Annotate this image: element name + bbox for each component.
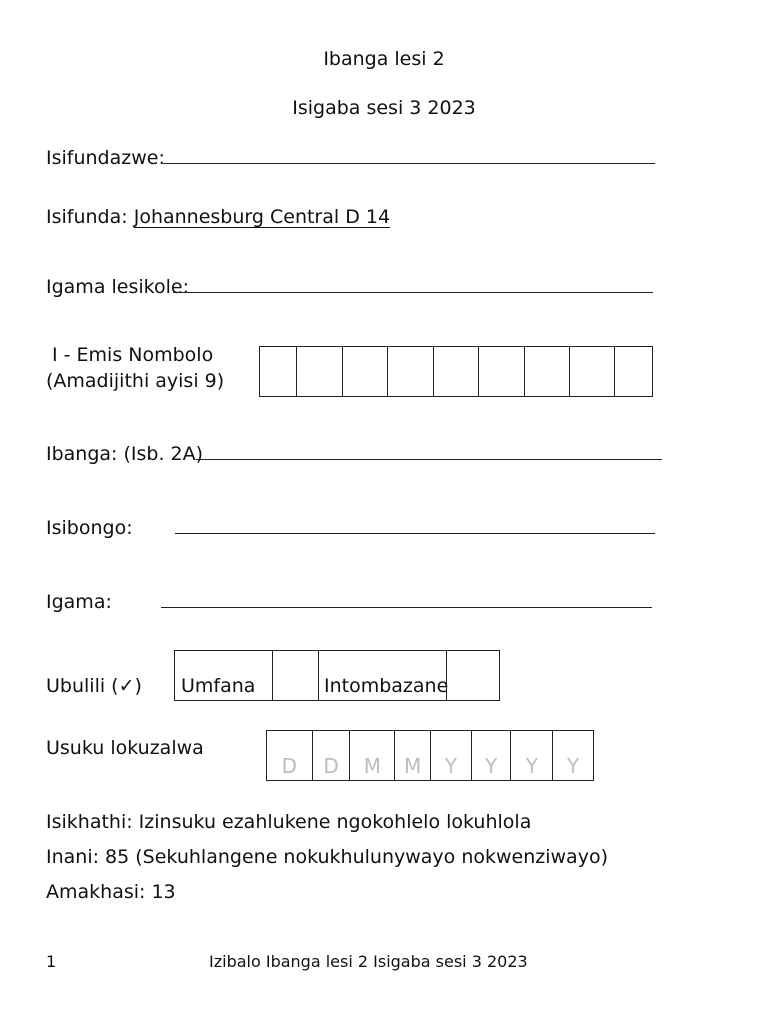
- gender-table: [174, 650, 500, 701]
- dob-grid[interactable]: [266, 730, 594, 781]
- province-label: Isifundazwe:: [46, 147, 165, 169]
- dob-year-box[interactable]: Y: [567, 754, 580, 778]
- page-title: Ibanga lesi 2: [323, 48, 445, 70]
- footer-text: Izibalo Ibanga lesi 2 Isigaba sesi 3 2023: [209, 952, 528, 971]
- district-value: Johannesburg Central D 14: [133, 206, 391, 228]
- gender-option-girl: Intombazane: [324, 675, 449, 697]
- district-row: [46, 206, 390, 228]
- grade-field[interactable]: [196, 459, 662, 460]
- emis-digit-box[interactable]: [434, 347, 479, 396]
- emis-digit-box[interactable]: [260, 347, 297, 396]
- dob-year-box[interactable]: Y: [511, 731, 553, 780]
- gender-option-boy: Umfana: [181, 675, 256, 697]
- emis-digit-box[interactable]: [297, 347, 343, 396]
- emis-digit-box[interactable]: [343, 347, 389, 396]
- emis-hint: (Amadijithi ayisi 9): [46, 370, 225, 392]
- time-info: Isikhathi: Izinsuku ezahlukene ngokohlelo lokuhlola: [46, 811, 532, 833]
- province-field[interactable]: [163, 163, 655, 164]
- emis-digit-box[interactable]: [615, 347, 652, 396]
- dob-month-box[interactable]: M: [350, 731, 395, 780]
- dob-month-box[interactable]: M: [395, 731, 431, 780]
- emis-digit-box[interactable]: [388, 347, 434, 396]
- emis-digit-box[interactable]: [570, 347, 615, 396]
- school-field[interactable]: [173, 292, 653, 293]
- grade-label: Ibanga: (Isb. 2A): [46, 443, 204, 465]
- page-subtitle: Isigaba sesi 3 2023: [292, 97, 476, 119]
- surname-field[interactable]: [175, 533, 655, 534]
- emis-label: I - Emis Nombolo: [52, 344, 214, 366]
- marks-info: Inani: 85 (Sekuhlangene nokukhulunywayo nokwenziwayo): [46, 846, 608, 868]
- dob-day-box[interactable]: D: [267, 731, 313, 780]
- school-label: Igama lesikole:: [46, 276, 189, 298]
- dob-year-box[interactable]: Y: [431, 731, 472, 780]
- surname-label: Isibongo:: [46, 517, 133, 539]
- name-field[interactable]: [161, 607, 652, 608]
- district-label: Isifunda:: [46, 206, 128, 228]
- gender-divider: [318, 651, 319, 700]
- girl-checkbox[interactable]: [447, 652, 499, 700]
- gender-label: Ubulili (✓): [46, 675, 142, 697]
- dob-day-box[interactable]: D: [313, 731, 351, 780]
- emis-digit-box[interactable]: [479, 347, 525, 396]
- dob-label: Usuku lokuzalwa: [46, 737, 204, 759]
- name-label: Igama:: [46, 591, 112, 613]
- page-number: 1: [46, 952, 57, 971]
- pages-info: Amakhasi: 13: [46, 881, 176, 903]
- emis-digit-box[interactable]: [525, 347, 571, 396]
- boy-checkbox[interactable]: [273, 652, 317, 700]
- emis-digit-grid[interactable]: [259, 346, 653, 397]
- dob-year-box[interactable]: Y: [472, 731, 512, 780]
